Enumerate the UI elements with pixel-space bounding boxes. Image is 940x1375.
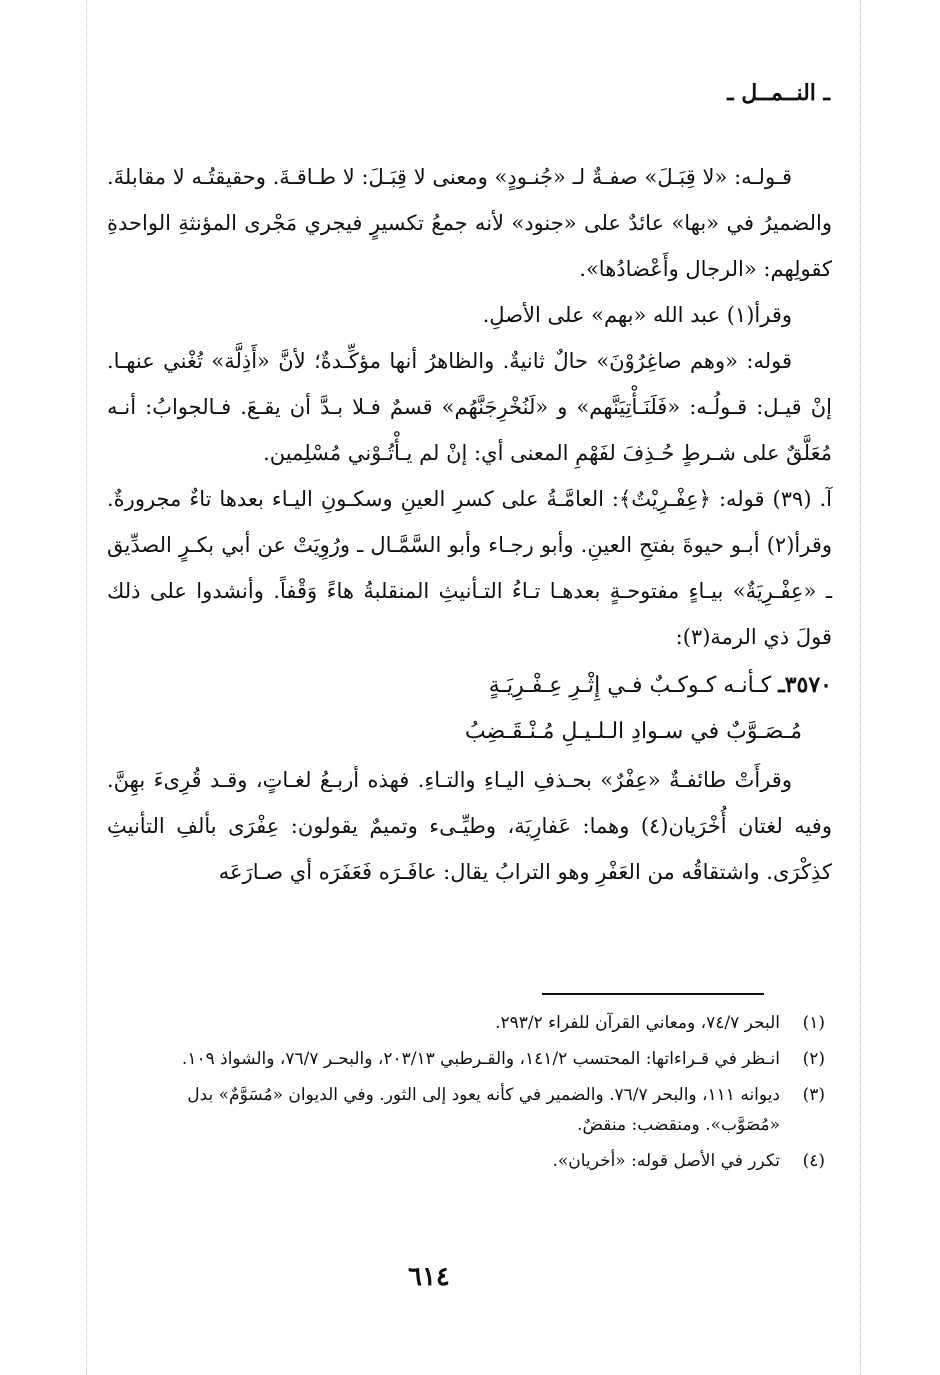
footnote (125, 1044, 825, 1074)
footnote-text: ديوانه ١١١، والبحر ٧٦/٧. والضمير في كأنه يعود إلى الثور. وفي الديوان «مُسَوَّمٌ» بدل «مُصَوَّب». ومنقضب: منقضٌ. (187, 1085, 780, 1135)
paragraph-4: آ. (٣٩) قوله: ﴿عِفْـرِيْتٌ﴾: العامَّـةُ على كسرِ العينِ وسكـونِ اليـاء بعدها تاءٌ مجرورةٌ. وقرأ(٢) أبـو حيوةَ بفتحِ العينِ. وأبو رجـاء وأبو السَّمَّـال ـ ورُوِيَتْ عن أبي بكـرٍ الصدِّيق ـ «عِفْـرِيَةٌ» بيـاءٍ مفتوحـةٍ بعدهـا تـاءُ التـأنيثِ المنقلبةُ هاءً وَقْفاً. وأنشدوا على ذلك قولَ ذي الرمة(٣): (107, 487, 832, 649)
verse-line-1 (107, 662, 832, 709)
paragraph-5: وقرأَتْ طائفـةٌ «عِفْرٌ» بحـذفِ اليـاءِ والتـاءِ. فهذه أربـعُ لغـاتٍ، وقـد قُرِىءَ بهِنَّ. وفيه لغتان أُخْرَيان(٤) وهما: عَفارِيَة، وطيِّـىء وتميمٌ يقولون: عِفْرَى بألفِ التأنيثِ كذِكْرَى. واشتقاقُه من العَفْرِ وهو الترابُ يقال: عافَـرَه فَعَفَرَه أي صـارَعَه (107, 768, 832, 884)
right-margin-dots (860, 0, 861, 1375)
footnote-number: (٢) (802, 1049, 825, 1069)
footnote (125, 1008, 825, 1038)
footnotes (125, 1008, 825, 1182)
footnote-text: تكرر في الأصل قوله: «أخريان». (552, 1151, 780, 1171)
footnote-text: انـظر في قـراءاتها: المحتسب ١٤١/٢، والقـرطبي ٢٠٣/١٣، والبحـر ٧٦/٧، والشواذ ١٠٩. (181, 1049, 780, 1069)
footnote (125, 1146, 825, 1176)
main-text (107, 154, 832, 895)
footnote-separator (542, 993, 764, 995)
verse-first-hemistich: كـأنـه كـوكـبٌ فـي إِثْـرِ عِـفْـرِيَـةٍ (488, 673, 772, 698)
page-number: ٦١٤ (408, 1262, 450, 1292)
verse-block (107, 662, 832, 755)
paragraph-3: قوله: «وهم صاغِرُوْنَ» حالٌ ثانيةٌ. والظاهرُ أنها مؤكِّـدةٌ؛ لأنَّ «أَذِلَّة» تُغْني عنهـا. إنْ قيـل: قـولُـه: «فَلَنَـأْتِيَنَّهم» و «لَنُخْرِجَنَّهُم» قسمٌ فـلا بـدَّ أن يقـعَ. فـالجوابُ: أنـه مُعَلَّقٌ على شـرطٍ حُـذِفَ لفَهْمِ المعنى أي: إنْ لم يـأْتُـوْني مُسْلِمين. (107, 349, 832, 465)
footnote (125, 1080, 825, 1140)
running-header: ـ النــمــل ـ (727, 80, 830, 106)
footnote-number: (٤) (802, 1151, 825, 1171)
footnote-number: (١) (802, 1013, 825, 1033)
footnote-text: البحر ٧٤/٧، ومعاني القرآن للفراء ٢٩٣/٢. (495, 1013, 780, 1033)
footnote-number: (٣) (802, 1085, 825, 1105)
verse-number: ٣٥٧٠ـ (778, 672, 832, 698)
left-margin-dots (86, 0, 87, 1375)
paragraph-2: وقرأ(١) عبد الله «بهم» على الأصلِ. (482, 303, 792, 327)
verse-second-hemistich: مُـصَـوَّبٌ في سـوادِ الـلـيـلِ مُـنْـقَـضِبُ (464, 719, 802, 744)
paragraph-1: قـولـه: «لا قِبَـلَ» صفـةٌ لـ «جُنـودٍ» ومعنى لا قِبَـلَ: لا طـاقـةَ. وحقيقتُـه لا مقابلةَ. والضميرُ في «بها» عائدٌ على «جنود» لأنه جمعُ تكسيرٍ فيجري مَجْرى المؤنثةِ الواحدةِ كقولِهم: «الرجال وأَعْضادُها». (107, 165, 832, 281)
